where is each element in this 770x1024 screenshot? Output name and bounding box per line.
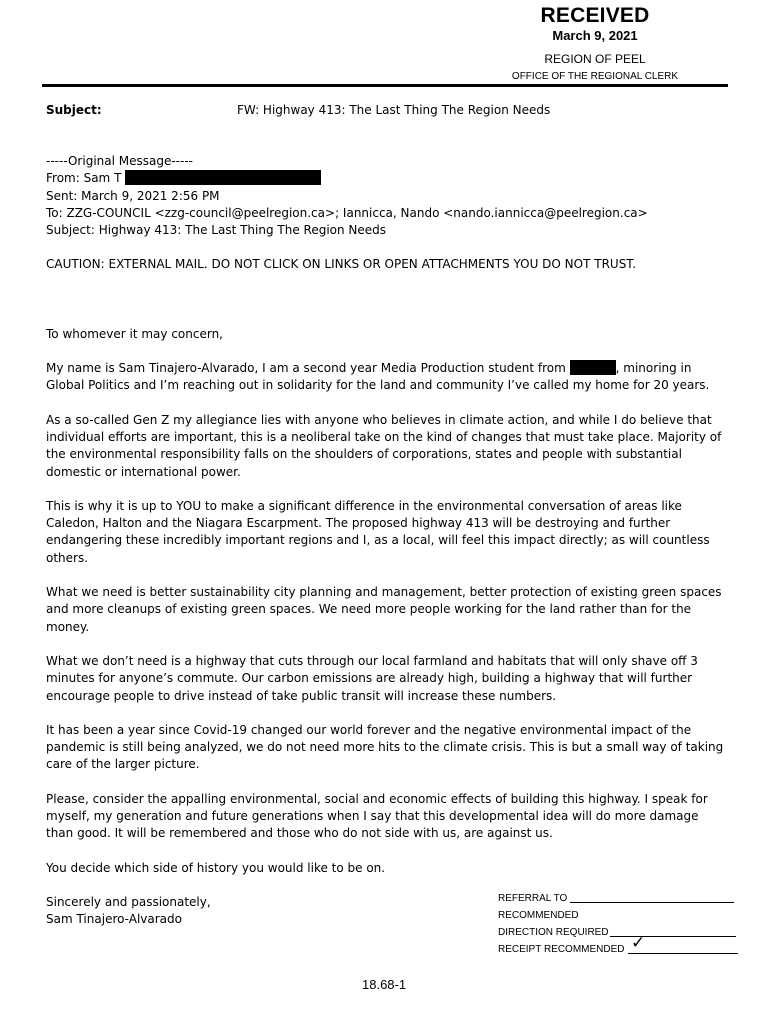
from-line xyxy=(46,170,726,187)
sent-line: Sent: March 9, 2021 2:56 PM xyxy=(46,188,220,203)
stamp-office: OFFICE OF THE REGIONAL CLERK xyxy=(511,71,679,82)
subject-value: FW: Highway 413: The Last Thing The Region Needs xyxy=(237,103,551,117)
paragraph-intro xyxy=(46,360,726,395)
caution-notice: CAUTION: EXTERNAL MAIL. DO NOT CLICK ON LINKS OR OPEN ATTACHMENTS YOU DO NOT TRUST. xyxy=(46,257,637,272)
received-stamp xyxy=(490,4,700,83)
paragraph-covid: It has been a year since Covid-19 changed our world forever and the negative environmental impact of the pandemic is still being analyzed, we do not need more hits to the climate crisis. This is but a small way of taking care of the larger picture. xyxy=(46,722,724,772)
recommended-label: RECOMMENDED xyxy=(498,910,579,921)
closing: Sincerely and passionately, xyxy=(46,894,211,909)
forwarded-header xyxy=(46,153,726,239)
paragraph-needs: What we need is better sustainability city planning and management, better protection of existing green spaces and more cleanups of existing green spaces. We need more people working for the land rather than for the money. xyxy=(46,585,722,634)
receipt-recommended-blank xyxy=(628,953,738,954)
referral-to-line xyxy=(498,890,740,907)
header-divider xyxy=(42,84,728,87)
paragraph-responsibility: This is why it is up to YOU to make a significant difference in the environmental conversation of areas like Caledon, Halton and the Niagara Escarpment. The proposed highway 413 will be destroying and further endangering these incredibly important regions and I, as a local, will feel this impact directly; as will countless others. xyxy=(46,498,710,565)
email-body xyxy=(46,153,726,929)
checkmark-icon: ✓ xyxy=(631,933,646,953)
subject-line: Subject: Highway 413: The Last Thing The Region Needs xyxy=(46,223,387,238)
recommended-line xyxy=(498,907,740,924)
to-line: To: ZZG-COUNCIL <zzg-council@peelregion.ca>; Iannicca, Nando <nando.iannicca@peelregion.ca> xyxy=(46,205,648,220)
direction-required-blank xyxy=(610,936,736,937)
referral-to-label: REFERRAL TO xyxy=(498,893,568,904)
stamp-date: March 9, 2021 xyxy=(552,28,638,43)
greeting: To whomever it may concern, xyxy=(46,326,223,341)
redacted-email xyxy=(125,170,321,185)
paragraph-intro-start: My name is Sam Tinajero-Alvarado, I am a second year Media Production student from xyxy=(46,361,570,376)
subject-label: Subject: xyxy=(46,103,102,117)
receipt-recommended-label: RECEIPT RECOMMENDED xyxy=(498,944,625,955)
from-text: From: Sam T xyxy=(46,171,122,186)
paragraph-highway: What we don’t need is a highway that cuts through our local farmland and habitats that will only shave off 3 minutes for anyone’s commute. Our carbon emissions are already high, building a highway that will further encourage people to drive instead of take public transit will increase these numbers. xyxy=(46,653,698,703)
receipt-recommended-line xyxy=(498,933,740,958)
redacted-school xyxy=(570,360,616,375)
direction-required-line xyxy=(498,924,740,941)
original-message-line: -----Original Message----- xyxy=(46,154,193,168)
paragraph-intro-end: , minoring in Global Politics and I’m reaching out in solidarity for the land and community I’ve called my home for 20 years. xyxy=(46,361,710,393)
signature-name: Sam Tinajero-Alvarado xyxy=(46,912,182,927)
paragraph-appeal: Please, consider the appalling environmental, social and economic effects of building this highway. I speak for myself, my generation and future generations when I say that this developmental idea will do more damage than good. It will be remembered and those who do not side with us, are against us. xyxy=(46,791,708,841)
stamp-region: REGION OF PEEL xyxy=(544,52,646,66)
paragraph-gen-z: As a so-called Gen Z my allegiance lies with anyone who believes in climate action, and while I do believe that individual efforts are important, this is a neoliberal take on the kind of changes that must take place. Majority of the environmental responsibility falls on the shoulders of corporations, states and people with substantial domestic or international power. xyxy=(46,412,722,479)
referral-block xyxy=(498,890,740,958)
page-number: 18.68-1 xyxy=(362,977,407,992)
direction-required-label: DIRECTION REQUIRED xyxy=(498,927,609,938)
paragraph-history: You decide which side of history you would like to be on. xyxy=(46,860,386,875)
stamp-received: RECEIVED xyxy=(540,4,650,27)
referral-to-blank xyxy=(570,902,734,903)
